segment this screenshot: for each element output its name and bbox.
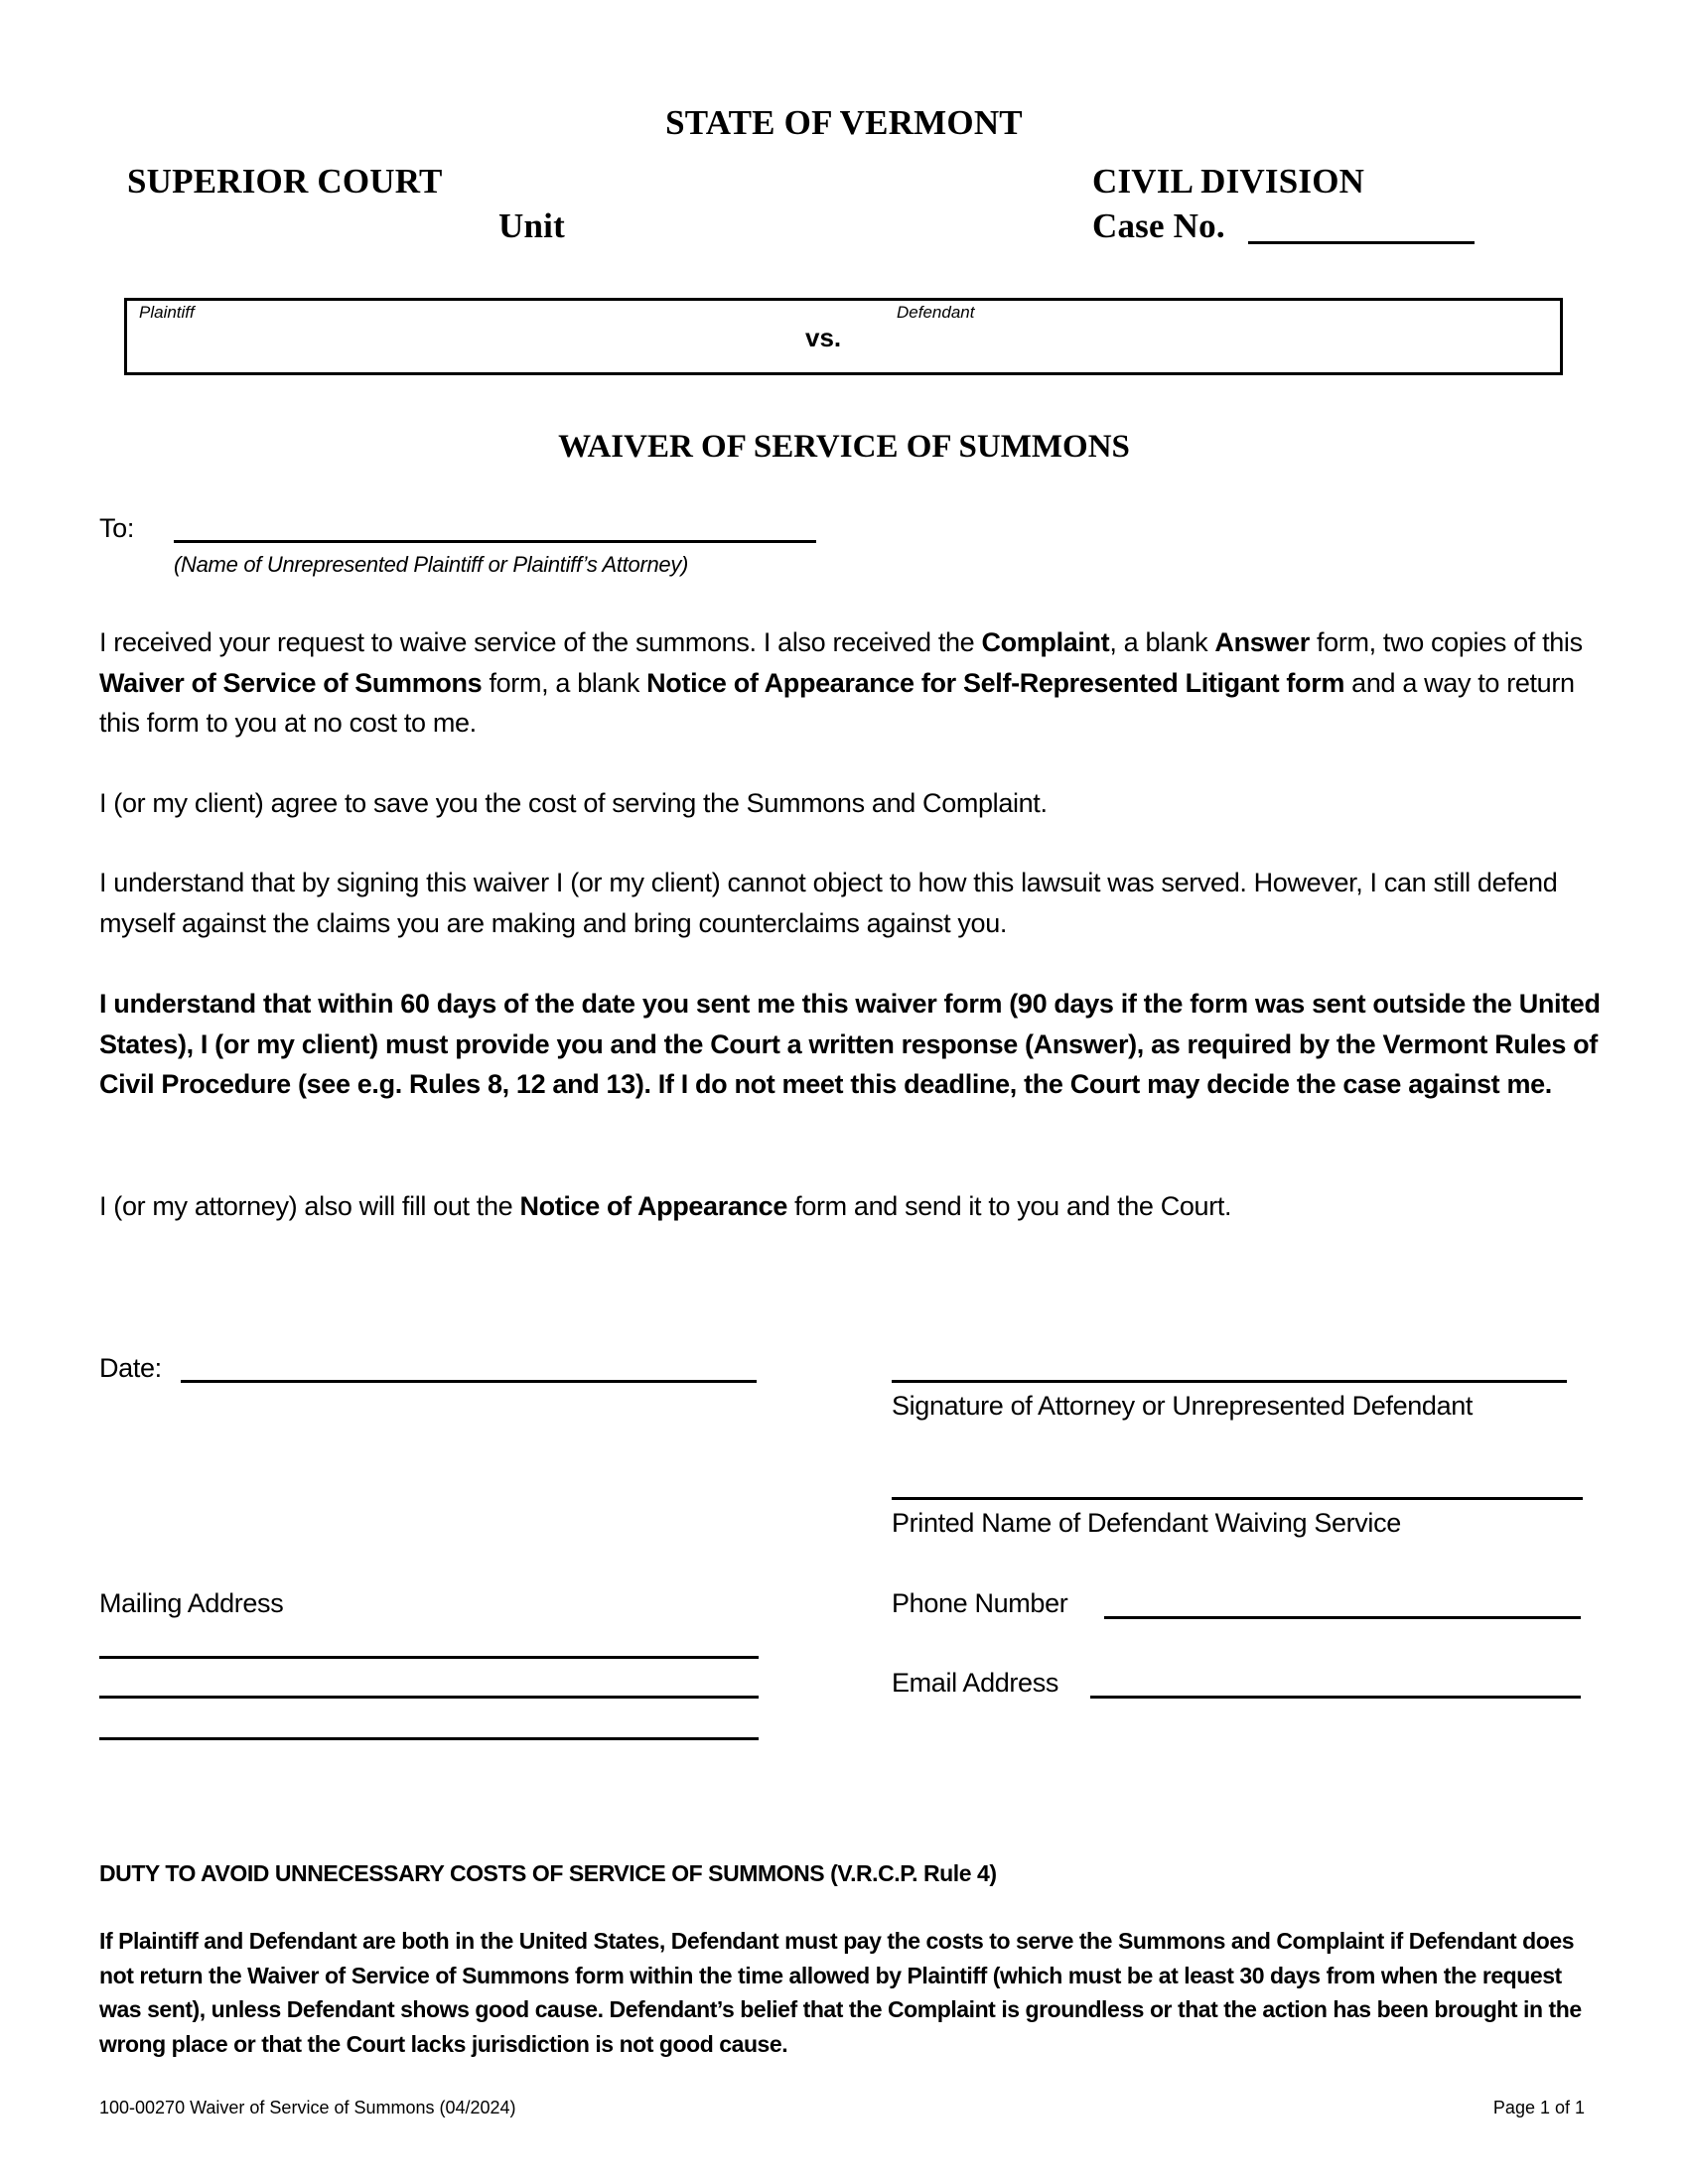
court-heading: SUPERIOR COURT [127, 162, 443, 201]
email-field[interactable] [1090, 1696, 1581, 1699]
division-heading: CIVIL DIVISION [1092, 162, 1365, 201]
answer-emphasis: Answer [1214, 627, 1310, 657]
date-field[interactable] [181, 1380, 757, 1383]
waiver-emphasis: Waiver of Service of Summons [99, 667, 483, 698]
duty-heading: DUTY TO AVOID UNNECESSARY COSTS OF SERVICE OF SUMMONS (V.R.C.P. Rule 4) [99, 1860, 997, 1886]
mailing-address-line-2[interactable] [99, 1696, 759, 1699]
unit-label: Unit [498, 206, 565, 245]
notice-appearance-emphasis: Notice of Appearance [519, 1191, 788, 1221]
mailing-address-line-3[interactable] [99, 1737, 759, 1740]
phone-field[interactable] [1104, 1616, 1581, 1619]
mailing-address-line-1[interactable] [99, 1656, 759, 1659]
to-caption: (Name of Unrepresented Plaintiff or Plaintiff’s Attorney) [174, 552, 689, 577]
email-label: Email Address [892, 1668, 1059, 1698]
defendant-label: Defendant [897, 303, 975, 322]
paragraph-cannot-object: I understand that by signing this waiver I (or my client) cannot object to how this lawsuit was served. However, I can still defend myself against the claims you are making and bring counterclaims against you. [99, 868, 1558, 938]
vs-label: vs. [805, 323, 842, 352]
case-caption-box [124, 298, 1563, 375]
mailing-address-label: Mailing Address [99, 1588, 284, 1618]
duty-text: If Plaintiff and Defendant are both in the United States, Defendant must pay the costs to serve the Summons and Complaint if Defendant does not return the Waiver of Service of Summons form within the time allowed by Plaintiff (which must be at least 30 days from when the request was sent), unless Defendant shows good cause. Defendant’s belief that the Complaint is groundless or that the action has been brought in the wrong place or that the Court lacks jurisdiction is not good cause. [99, 1928, 1582, 2057]
paragraph-response-deadline: I understand that within 60 days of the date you sent me this waiver form (90 days if the form was sent outside the United States), I (or my client) must provide you and the Court a written response (Answer), as required by the Vermont Rules of Civil Procedure (see e.g. Rules 8, 12 and 13). If I do not meet this deadline, the Court may decide the case against me. [99, 989, 1601, 1099]
paragraph-notice-appearance: I (or my attorney) also will fill out the Notice of Appearance form and send it to you and the Court. [99, 1191, 1232, 1221]
printed-name-label: Printed Name of Defendant Waiving Service [892, 1508, 1401, 1538]
form-id-footer: 100-00270 Waiver of Service of Summons (04/2024) [99, 2098, 516, 2117]
signature-field[interactable] [892, 1380, 1567, 1383]
plaintiff-field[interactable] [139, 325, 774, 364]
date-label: Date: [99, 1353, 162, 1383]
phone-label: Phone Number [892, 1588, 1068, 1618]
case-number-field[interactable] [1248, 241, 1475, 244]
form-title: WAIVER OF SERVICE OF SUMMONS [558, 429, 1130, 465]
plaintiff-label: Plaintiff [139, 303, 195, 322]
paragraph-agree-save-cost: I (or my client) agree to save you the cost of serving the Summons and Complaint. [99, 788, 1048, 818]
signature-label: Signature of Attorney or Unrepresented Defendant [892, 1391, 1474, 1421]
to-label: To: [99, 513, 134, 543]
page-number: Page 1 of 1 [1492, 2098, 1585, 2117]
printed-name-field[interactable] [892, 1497, 1583, 1500]
to-field[interactable] [174, 540, 816, 543]
complaint-emphasis: Complaint [981, 627, 1110, 657]
state-heading: STATE OF VERMONT [665, 103, 1023, 142]
notice-appearance-emphasis: Notice of Appearance for Self-Represented Litigant form [646, 667, 1345, 698]
defendant-field[interactable] [897, 325, 1532, 364]
paragraph-documents-received: I received your request to waive service of the summons. I also received the Complaint, a blank Answer form, two copies of this Waiver of Service of Summons form, a blank Notice of Appearance for Self-Represented Litigant form and a way to return this form to you at no cost to me. [99, 627, 1583, 738]
case-number-label: Case No. [1092, 206, 1225, 245]
